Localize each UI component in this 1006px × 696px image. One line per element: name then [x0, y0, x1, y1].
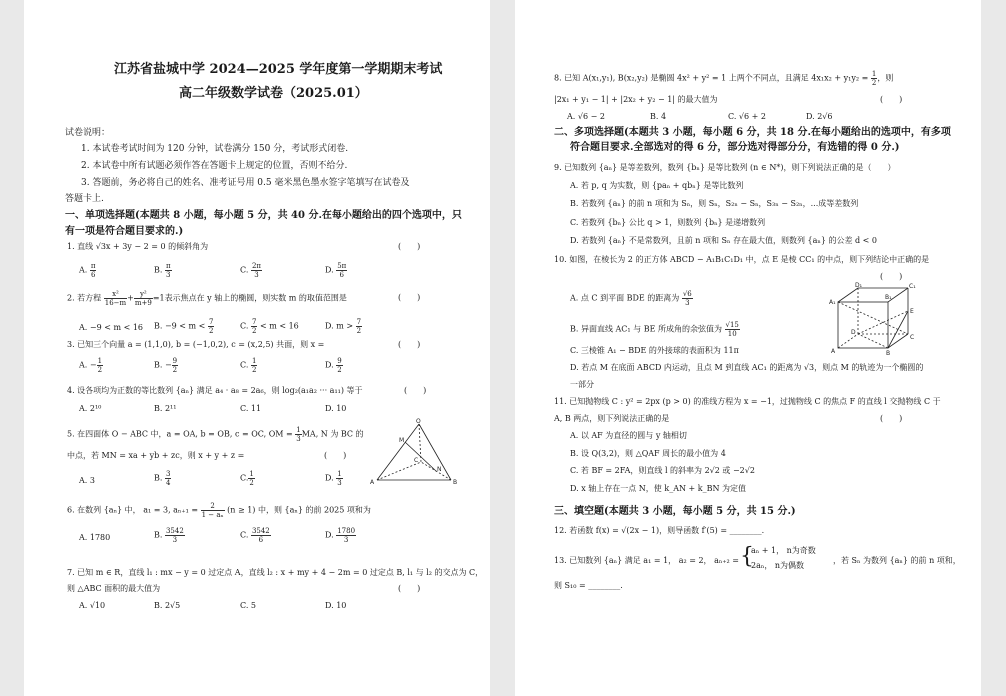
q10-option-c: C. 三棱锥 A₁ − BDE 的外接球的表面积为 11π — [570, 346, 739, 355]
q9-option-d: D. 若数列 {aₙ} 不是常数列，且前 n 项和 Sₙ 存在最大值，则数列 {aₙ} 的公差 d < 0 — [570, 236, 878, 245]
q1-option-c: C. $\frac{2\pi}{3}$ — [240, 262, 261, 279]
section2-title: 二、多项选择题(本题共 3 小题，每小题 6 分，共 18 分.在每小题给出的选项中，有多项 — [554, 127, 951, 138]
q5-option-b: B. $\frac{3}{4}$ — [154, 470, 171, 487]
fig-label-a1: A₁ — [829, 299, 836, 306]
q10-option-d-cont: 一部分 — [570, 380, 594, 389]
question-5-cont: 中点，若 MN = xa + yb + zc，则 x + y + z = — [67, 451, 245, 460]
question-13: 13. 已知数列 {aₙ} 满足 a₁ = 1， a₂ = 2， aₙ₊₂ = — [554, 556, 740, 565]
fig-label-o: O — [416, 418, 421, 425]
piecewise-case-odd: aₙ + 1， n为奇数 — [751, 546, 816, 555]
q10-option-d: D. 若点 M 在底面 ABCD 内运动，且点 M 到直线 AC₁ 的距离为 √3，则点 M 的轨迹为一个椭圆的 — [570, 363, 924, 372]
q4-option-c: C. 11 — [240, 404, 262, 413]
q11-option-a: A. 以 AF 为直径的圆与 y 轴相切 — [570, 431, 687, 440]
q11-option-c: C. 若 BF = 2FA，则直线 l 的斜率为 2√2 或 −2√2 — [570, 466, 755, 475]
q7-option-b: B. 2√5 — [154, 601, 181, 610]
question-11: 11. 已知抛物线 C : y² = 2px (p > 0) 的准线方程为 x = −1，过抛物线 C 的焦点 F 的直线 l 交抛物线 C 于 — [554, 397, 941, 406]
q4-option-a: A. 2¹⁰ — [79, 404, 102, 413]
answer-paren: ( ) — [398, 293, 421, 302]
question-5: 5. 在四面体 O − ABC 中，a = OA, b = OB, c = OC, OM = $\frac{1}{3}$ MA, N 为 BC 的 — [67, 426, 364, 443]
answer-paren: ( ) — [324, 451, 347, 460]
section3-title: 三、填空题(本题共 3 小题，每小题 5 分，共 15 分.) — [554, 506, 796, 517]
q6-option-a: A. 1780 — [79, 533, 111, 542]
instructions-heading: 试卷说明： — [65, 128, 111, 138]
instruction-item: 3. 答题前，务必将自己的姓名、准考证号用 0.5 毫米黑色墨水签字笔填写在试卷及 — [81, 178, 410, 188]
q2-option-d: D. m > $\frac{7}{2}$ — [325, 318, 362, 335]
question-7-cont: 则 △ABC 面积的最大值为 — [67, 584, 161, 593]
question-8: 8. 已知 A(x₁,y₁), B(x₂,y₂) 是椭圆 4x² + y² = 1 上两个不同点，且满足 4x₁x₂ + y₁y₂ = $\frac{1}{2}$ ，则 — [554, 70, 894, 87]
answer-paren: ( ) — [398, 242, 421, 251]
fig-label-e: E — [910, 308, 914, 315]
question-3: 3. 已知三个向量 a = (1,1,0), b = (−1,0,2), c = (x,2,5) 共面，则 x = — [67, 340, 325, 349]
piecewise-brace: { — [740, 544, 754, 569]
fig-label-d: D — [851, 329, 856, 336]
fig-label-a: A — [831, 348, 836, 355]
fig-label-b: B — [886, 350, 891, 356]
q8-option-b: B. 4 — [650, 112, 667, 121]
q6-option-b: B. $\frac{3542}{3}$ — [154, 527, 184, 544]
fig-label-d1: D₁ — [855, 282, 863, 289]
q11-option-b: B. 设 Q(3,2)，则 △QAF 周长的最小值为 4 — [570, 449, 726, 458]
question-9: 9. 已知数列 {aₙ} 是等差数列，数列 {bₙ} 是等比数列 (n ∈ N*)，则下列说法正确的是（ ） — [554, 163, 896, 172]
fig-label-n: N — [437, 466, 442, 473]
q9-option-b: B. 若数列 {aₙ} 的前 n 项和为 Sₙ，则 Sₙ，S₂ₙ − Sₙ，S₃ₙ − S₂ₙ，...成等差数列 — [570, 199, 859, 208]
question-10: 10. 如图，在棱长为 2 的正方体 ABCD − A₁B₁C₁D₁ 中，点 E 是棱 CC₁ 的中点，则下列结论中正确的是 — [554, 255, 930, 264]
q3-option-d: D. $\frac{9}{2}$ — [325, 357, 342, 374]
fig-label-b1: B₁ — [885, 294, 892, 301]
q3-option-c: C. $\frac{1}{2}$ — [240, 357, 257, 374]
question-13-cont: 则 S₁₀ = ________. — [554, 581, 623, 590]
question-6: 6. 在数列 {aₙ} 中， a₁ = 3, aₙ₊₁ = $\frac{2}{\text{1 − aₙ}}$ (n ≥ 1) 中，则 {aₙ} 的前 2025 项和为 — [67, 502, 371, 519]
question-12: 12. 若函数 f(x) = √(2x − 1)，则导函数 f′(5) = ________. — [554, 526, 765, 535]
question-7: 7. 已知 m ∈ R，直线 l₁ : mx − y = 0 过定点 A，直线 l₂ : x + my + 4 − 2m = 0 过定点 B, l₁ 与 l₂ 的交点为 C， — [67, 568, 484, 577]
q3-option-a: A. − $\frac{1}{2}$ — [79, 357, 103, 374]
tetrahedron-figure — [369, 418, 459, 488]
section2-title-cont: 符合题目要求.全部选对的得 6 分，部分选对得部分分，有选错的得 0 分.) — [570, 142, 900, 153]
q5-option-a: A. 3 — [79, 476, 95, 485]
q2-option-c: C. $\frac{7}{2}$ < m < 16 — [240, 318, 299, 335]
fig-label-a: A — [370, 479, 375, 486]
q7-option-c: C. 5 — [240, 601, 257, 610]
question-11-cont: A, B 两点，则下列说法正确的是 — [554, 414, 670, 423]
answer-paren: ( ) — [398, 584, 421, 593]
q5-option-d: D. $\frac{1}{3}$ — [325, 470, 342, 487]
exam-title: 江苏省盐城中学 2024—2025 学年度第一学期期末考试 — [114, 62, 443, 77]
q2-option-b: B. −9 < m < $\frac{7}{2}$ — [154, 318, 214, 335]
instruction-item: 2. 本试卷中所有试题必须作答在答题卡上规定的位置，否则不给分. — [81, 161, 348, 171]
q9-option-c: C. 若数列 {bₙ} 公比 q > 1，则数列 {bₙ} 是递增数列 — [570, 218, 766, 227]
q6-option-c: C. $\frac{3542}{6}$ — [240, 527, 270, 544]
q8-option-c: C. √6 + 2 — [728, 112, 766, 121]
question-1: 1. 直线 √3x + 3y − 2 = 0 的倾斜角为 — [67, 242, 209, 251]
q1-option-a: A. $\frac{\pi}{6}$ — [79, 262, 96, 279]
q1-option-b: B. $\frac{\pi}{3}$ — [154, 262, 171, 279]
piecewise-case-even: 2aₙ， n为偶数 — [751, 561, 805, 570]
answer-paren: ( ) — [880, 272, 903, 281]
exam-subtitle: 高二年级数学试卷（2025.01） — [179, 86, 368, 101]
fig-label-c: C — [414, 457, 419, 464]
answer-paren: ( ) — [398, 340, 421, 349]
q7-option-a: A. √10 — [79, 601, 106, 610]
q7-option-d: D. 10 — [325, 601, 347, 610]
q4-option-b: B. 2¹¹ — [154, 404, 177, 413]
instruction-item: 1. 本试卷考试时间为 120 分钟，试卷满分 150 分，考试形式闭卷. — [81, 144, 349, 154]
question-8-cont: |2x₁ + y₁ − 1| + |2x₂ + y₂ − 1| 的最大值为 — [554, 95, 718, 104]
question-13-post: ，若 Sₙ 为数列 {aₙ} 的前 n 项和， — [833, 556, 961, 565]
q6-option-d: D. $\frac{1780}{3}$ — [325, 527, 356, 544]
q10-option-a: A. 点 C 到平面 BDE 的距离为 $\frac{√6}{3}$ — [570, 290, 692, 307]
cube-figure — [828, 282, 920, 356]
fig-label-m: M — [399, 437, 405, 444]
fig-label-c1: C₁ — [909, 283, 916, 290]
section1-title: 一、单项选择题(本题共 8 小题，每小题 5 分，共 40 分.在每小题给出的四个选项中，只 — [65, 210, 462, 221]
q5-option-c: C. $\frac{1}{2}$ — [240, 470, 254, 487]
q10-option-b: B. 异面直线 AC₁ 与 BE 所成角的余弦值为 $\frac{√15}{10}$ — [570, 321, 739, 338]
q4-option-d: D. 10 — [325, 404, 347, 413]
q1-option-d: D. $\frac{5\pi}{6}$ — [325, 262, 347, 279]
exam-page-1 — [24, 0, 490, 696]
exam-page-2 — [515, 0, 981, 696]
fig-label-c: C — [910, 334, 915, 341]
q3-option-b: B. − $\frac{9}{2}$ — [154, 357, 178, 374]
q11-option-d: D. x 轴上存在一点 N，使 k_AN + k_BN 为定值 — [570, 484, 747, 493]
instruction-item: 答题卡上. — [65, 194, 104, 204]
q9-option-a: A. 若 p, q 为实数，则 {paₙ + qbₙ} 是等比数列 — [570, 181, 744, 190]
fig-label-b: B — [453, 479, 458, 486]
answer-paren: ( ) — [880, 95, 903, 104]
q8-option-d: D. 2√6 — [806, 112, 833, 121]
section1-title-cont: 有一项是符合题目要求的.) — [65, 226, 184, 237]
q2-option-a: A. −9 < m < 16 — [79, 323, 143, 332]
question-2: 2. 若方程 $\frac{\text{x²}}{16-m}$ + $\frac{\text{y²}}{m+9}$ =1表示焦点在 y 轴上的椭圆，则实数 m 的取值范围是 — [67, 290, 347, 307]
q8-option-a: A. √6 − 2 — [567, 112, 605, 121]
answer-paren: ( ) — [404, 386, 427, 395]
answer-paren: ( ) — [880, 414, 903, 423]
question-4: 4. 设各项均为正数的等比数列 {aₙ} 满足 a₄ · a₈ = 2a₆，则 log₂(a₁a₂ ··· a₁₁) 等于 — [67, 386, 363, 395]
